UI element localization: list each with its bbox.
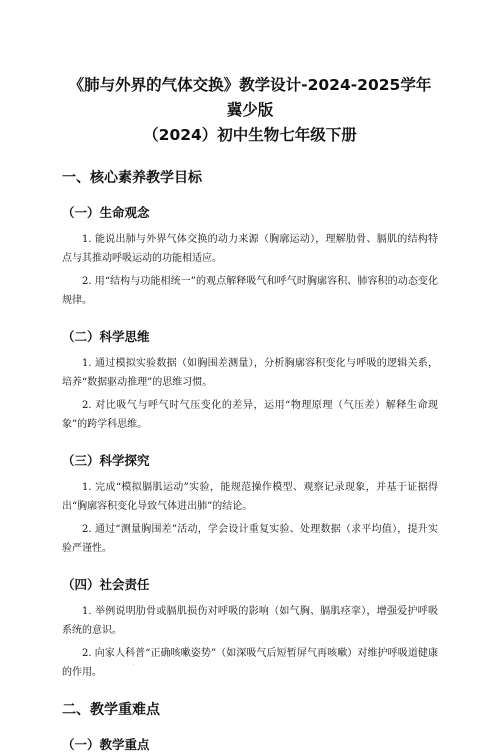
paragraph: 1. 举例说明肋骨或膈肌损伤对呼吸的影响（如气胸、膈肌痉挛），增强爱护呼吸系统的意识。 [62,606,438,636]
title-line-1: 《肺与外界的气体交换》教学设计-2024-2025学年冀少版 [68,76,432,119]
subsection-heading-scientific-inquiry: （三）科学探究 [62,453,150,468]
section-heading-key-points: 二、教学重难点 [62,702,160,718]
subsection-heading-life-concept: （一）生命观念 [62,205,150,220]
title-line-2: （2024）初中生物七年级下册 [143,126,357,144]
paragraph: 2. 向家人科普“正确咳嗽姿势”（如深吸气后短暂屏气再咳嗽）对维护呼吸道健康的作用。 [62,648,438,678]
section-heading-objectives: 一、核心素养教学目标 [62,170,202,186]
paragraph: 1. 通过模拟实验数据（如胸围差测量），分析胸廓容积变化与呼吸的逻辑关系，培养“数据驱动推理”的思维习惯。 [62,358,438,388]
paragraph: 1. 完成“模拟膈肌运动”实验，能规范操作模型、观察记录现象，并基于证据得出“胸廓容积变化导致气体进出肺”的结论。 [62,482,438,512]
subsection-heading-social-responsibility: （四）社会责任 [62,577,150,592]
paragraph: 2. 通过“测量胸围差”活动，学会设计重复实验、处理数据（求平均值），提升实验严谨性。 [62,524,438,554]
subsection-heading-scientific-thinking: （二）科学思维 [62,329,150,344]
paragraph: 2. 对比吸气与呼气时气压变化的差异，运用“物理原理（气压差）解释生命现象”的跨学科思维。 [62,400,438,430]
subsection-heading-teaching-focus: （一）教学重点 [62,737,150,752]
paragraph: 2. 用“结构与功能相统一”的观点解释吸气和呼气时胸廓容积、肺容积的动态变化规律。 [62,276,438,306]
scan-speck [133,664,134,665]
paragraph: 1. 能说出肺与外界气体交换的动力来源（胸廓运动），理解肋骨、膈肌的结构特点与其推动呼吸运动的功能相适应。 [62,234,438,264]
document-title [62,0,438,148]
